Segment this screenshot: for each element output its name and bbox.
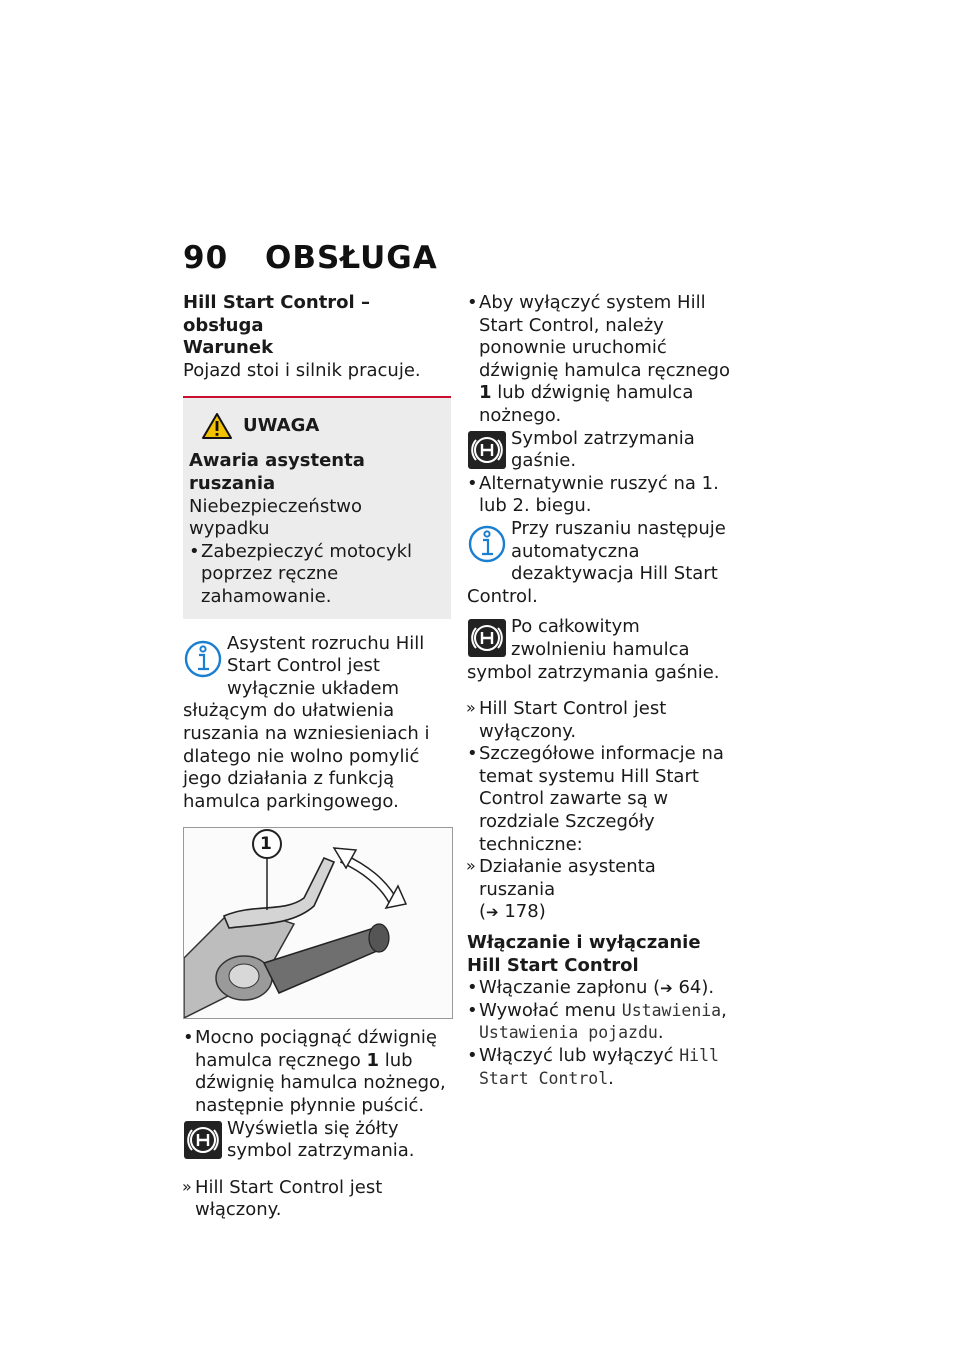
page-header <box>183 240 438 280</box>
hill-hold-symbol-icon <box>467 430 507 470</box>
section-heading: Hill Start Control – obsługa <box>183 292 370 336</box>
brake-lever-figure <box>183 827 453 1019</box>
hill-hold-symbol-icon <box>467 618 507 658</box>
info-auto-note <box>467 518 737 608</box>
step-ignition: • Włączanie zapłonu (➔ 64). <box>467 977 737 1000</box>
page-ref-arrow-icon: ➔ <box>486 903 499 922</box>
page-number: 90 <box>183 240 229 276</box>
info-icon <box>467 520 507 566</box>
symbol-release-note <box>467 616 737 684</box>
handlebar-illustration <box>184 828 452 1018</box>
details-bullet: • Szczegółowe informacje na temat systemu Hill Start Control zawarte są w rozdziale Szczegóły techniczne: <box>467 743 737 856</box>
warning-title: Awaria asystenta ruszania <box>189 450 365 494</box>
menu-vehicle-settings: Ustawienia pojazdu <box>479 1023 658 1043</box>
page-ref-arrow-icon: ➔ <box>660 979 673 998</box>
onoff-heading: Włączanie i wyłączanie Hill Start Control <box>467 932 701 976</box>
warning-bullet: • Zabezpieczyć motocykl poprzez ręczne zahamowanie. <box>189 541 445 609</box>
hill-hold-symbol-icon <box>183 1120 223 1160</box>
symbol-off-text: Symbol zatrzymania gaśnie. <box>511 427 695 472</box>
step-menu: • Wywołać menu Ustawienia, Ustawienia pojazdu. <box>467 1000 737 1045</box>
result-ref: » Działanie asystenta ruszania (➔ 178) <box>467 856 737 924</box>
step-activate: • Mocno pociągnąć dźwignię hamulca ręcznego 1 lub dźwignię hamulca nożnego, następnie płynnie puścić. <box>183 1027 451 1117</box>
warning-triangle-icon <box>201 412 233 440</box>
menu-settings: Ustawienia <box>621 1000 722 1020</box>
ref-lever: 1 <box>366 1049 380 1071</box>
condition-heading: Warunek <box>183 337 274 359</box>
section-title: OBSŁUGA <box>265 240 438 276</box>
info-note-text: Asystent rozruchu Hill Start Control jest wyłącznie układem służącym do ułatwienia ruszania na wzniesieniach i dlatego nie wolno pomylić jego działania z funkcją hamulca parkingowego. <box>183 632 430 812</box>
page-ref[interactable]: 178 <box>504 901 539 923</box>
ref-lever: 1 <box>479 382 492 404</box>
warning-box <box>183 396 451 618</box>
symbol-note-text: Wyświetla się żółty symbol zatrzymania. <box>227 1117 415 1162</box>
condition-text: Pojazd stoi i silnik pracuje. <box>183 359 421 381</box>
menu-hill-start-control: Hill Start Control <box>479 1046 719 1088</box>
right-column <box>467 292 737 1090</box>
info-auto-text: Przy ruszaniu następuje automatyczna dezaktywacja Hill Start Control. <box>467 517 726 607</box>
warning-label: UWAGA <box>243 415 320 437</box>
step-toggle: • Włączyć lub wyłączyć Hill Start Control. <box>467 1045 737 1090</box>
page-ref[interactable]: 64 <box>678 977 702 999</box>
symbol-release-text: Po całkowitym zwolnieniu hamulca symbol zatrzymania gaśnie. <box>467 616 720 683</box>
warning-subtitle: Niebezpieczeństwo wypadku <box>189 495 362 540</box>
left-column <box>183 292 451 1222</box>
warning-header <box>189 412 445 440</box>
result-deactivated: » Hill Start Control jest wyłączony. <box>467 698 737 743</box>
symbol-off-note <box>467 428 737 473</box>
info-note <box>183 633 451 814</box>
result-activated: » Hill Start Control jest włączony. <box>183 1177 451 1222</box>
info-icon <box>183 635 223 681</box>
symbol-note <box>183 1118 451 1163</box>
figure-callout-1: 1 <box>260 834 272 855</box>
step-deactivate: • Aby wyłączyć system Hill Start Control, należy ponownie uruchomić dźwignię hamulca ręcznego 1 lub dźwignię hamulca nożnego. <box>467 292 737 428</box>
step-alternative: • Alternatywnie ruszyć na 1. lub 2. biegu. <box>467 473 737 518</box>
